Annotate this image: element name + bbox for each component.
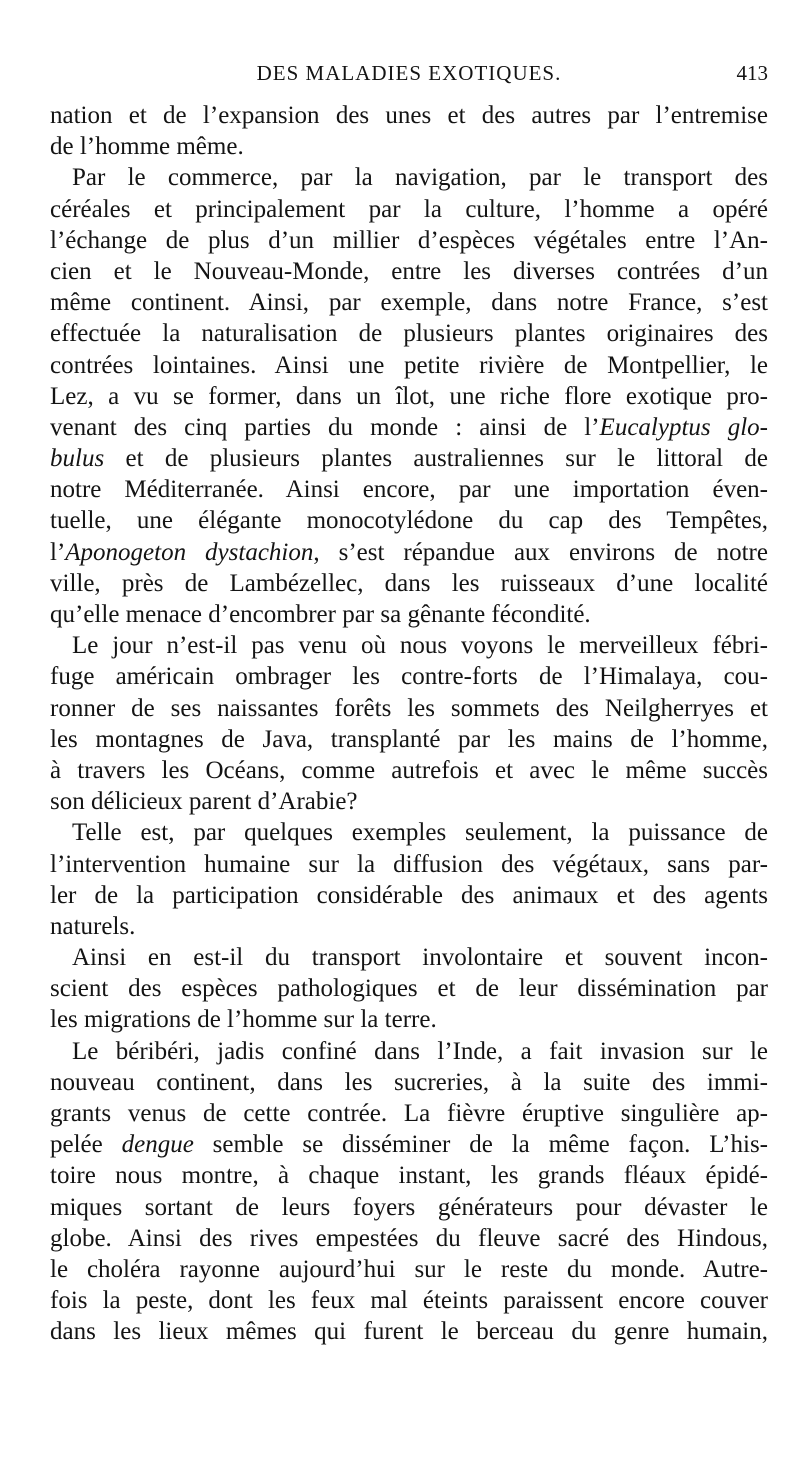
text-line: miques sortant de leurs foyers générateurs pour dévaster le (50, 1193, 768, 1221)
text-line: ville, près de Lambézellec, dans les ruisseaux d’une localité (50, 569, 768, 597)
text-line: céréales et principalement par la culture, l’homme a opéré (50, 195, 768, 223)
text-line: l’échange de plus d’un millier d’espèces végétales entre l’An- (50, 226, 768, 254)
text-line: venant des cinq parties du monde : ainsi de l’Eucalyptus glo- (50, 413, 768, 441)
text-line: ronner de ses naissantes forêts les sommets des Neilgherryes et (50, 694, 768, 722)
text-line: cien et le Nouveau-Monde, entre les diverses contrées d’un (50, 257, 768, 285)
text-line: l’Aponogeton dystachion, s’est répandue aux environs de notre (50, 538, 768, 566)
text-line: Le jour n’est-il pas venu où nous voyons le merveilleux fébri- (72, 632, 768, 660)
text-line: nation et de l’expansion des unes et des autres par l’entremise (50, 102, 768, 129)
text-line: pelée dengue semble se disséminer de la même façon. L’his- (50, 1131, 768, 1159)
text-line: grants venus de cette contrée. La fièvre éruptive singulière ap- (50, 1100, 768, 1127)
text-line: globe. Ainsi des rives empestées du fleuve sacré des Hindous, (50, 1224, 768, 1252)
text-line: les migrations de l’homme sur la terre. (50, 1006, 437, 1034)
page-header (50, 58, 768, 94)
text-line: de l’homme même. (50, 133, 244, 161)
text-line: qu’elle menace d’encombrer par sa gênante fécondité. (50, 601, 591, 628)
text-line: bulus et de plusieurs plantes australiennes sur le littoral de (50, 445, 768, 473)
text-line: Lez, a vu se former, dans un îlot, une riche flore exotique pro- (50, 382, 768, 410)
text-line: effectuée la naturalisation de plusieurs plantes originaires des (50, 320, 768, 348)
text-line: scient des espèces pathologiques et de leur dissémination par (50, 975, 768, 1003)
text-line: Par le commerce, par la navigation, par le transport des (72, 164, 768, 192)
text-line: toire nous montre, à chaque instant, les grands fléaux épidé- (50, 1162, 768, 1190)
text-line: Ainsi en est-il du transport involontaire et souvent incon- (72, 944, 768, 972)
text-line: Le béribéri, jadis confiné dans l’Inde, a fait invasion sur le (72, 1037, 768, 1065)
text-line: naturels. (50, 912, 136, 940)
text-line: même continent. Ainsi, par exemple, dans notre France, s’est (50, 289, 768, 317)
text-line: fuge américain ombrager les contre-forts de l’Himalaya, cou- (50, 663, 768, 691)
running-head: DES MALADIES EXOTIQUES. (256, 61, 562, 85)
text-line: nouveau continent, dans les sucreries, à la suite des immi- (50, 1068, 768, 1096)
text-line: l’intervention humaine sur la diffusion des végétaux, sans par- (50, 850, 768, 878)
text-line: dans les lieux mêmes qui furent le berceau du genre humain, (50, 1318, 768, 1346)
body-text (50, 100, 768, 1348)
text-line: contrées lointaines. Ainsi une petite rivière de Montpellier, le (50, 351, 768, 379)
text-line: à travers les Océans, comme autrefois et avec le même succès (50, 756, 768, 784)
text-line: tuelle, une élégante monocotylédone du cap des Tempêtes, (50, 507, 768, 535)
text-line: les montagnes de Java, transplanté par les mains de l’homme, (50, 725, 768, 753)
text-line: ler de la participation considérable des animaux et des agents (50, 881, 768, 909)
text-line: fois la peste, dont les feux mal éteints paraissent encore couver (50, 1287, 768, 1315)
text-line: Telle est, par quelques exemples seulement, la puissance de (72, 819, 768, 847)
text-line: son délicieux parent d’Arabie? (50, 788, 358, 816)
text-line: le choléra rayonne aujourd’hui sur le reste du monde. Autre- (50, 1255, 768, 1283)
page-number: 413 (736, 61, 768, 85)
text-line: notre Méditerranée. Ainsi encore, par une importation éven- (50, 476, 768, 504)
